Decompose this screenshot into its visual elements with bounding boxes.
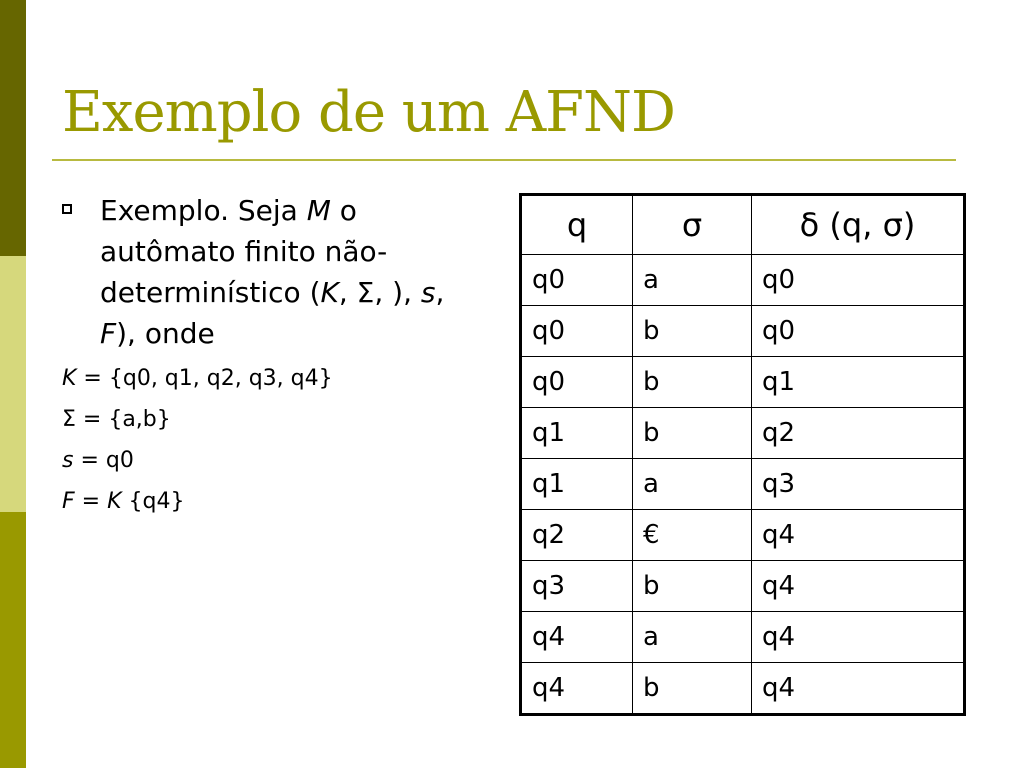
cell-symbol: b (633, 306, 752, 357)
table-row (521, 408, 965, 459)
bullet-item (62, 190, 462, 354)
header-transition: δ (q, σ) (752, 195, 965, 255)
var-s: s (420, 276, 436, 309)
cell-next-state: q3 (752, 459, 965, 510)
definition-F (62, 481, 333, 522)
var-F: F (100, 317, 117, 350)
cell-symbol: € (633, 510, 752, 561)
definition-s (62, 440, 333, 481)
cell-symbol: b (633, 561, 752, 612)
cell-next-state: q4 (752, 510, 965, 561)
header-symbol: σ (633, 195, 752, 255)
cell-state: q2 (521, 510, 633, 561)
var-M: M (306, 194, 331, 227)
cell-next-state: q2 (752, 408, 965, 459)
bullet-text (100, 190, 462, 354)
bullet-text-part: ), (392, 276, 421, 309)
table-header-row (521, 195, 965, 255)
def-var: K (107, 489, 122, 514)
bullet-text-part: Exemplo. Seja (100, 194, 307, 227)
var-K: K (320, 276, 339, 309)
cell-next-state: q0 (752, 255, 965, 306)
cell-state: q0 (521, 357, 633, 408)
title-underline (52, 159, 956, 161)
def-rest: = q0 (73, 448, 134, 473)
square-bullet-icon (62, 204, 72, 214)
def-var: K (62, 366, 77, 391)
cell-symbol: b (633, 357, 752, 408)
definition-sigma (62, 399, 333, 440)
table-row (521, 663, 965, 715)
def-var: F (62, 489, 75, 514)
bullet-text-part: , Σ, (338, 276, 393, 309)
def-rest: = (74, 489, 108, 514)
definitions-list (62, 358, 333, 522)
def-rest: Σ = {a,b} (62, 407, 171, 432)
cell-next-state: q4 (752, 561, 965, 612)
cell-next-state: q4 (752, 612, 965, 663)
cell-state: q4 (521, 663, 633, 715)
cell-state: q0 (521, 255, 633, 306)
accent-bar-bottom (0, 512, 26, 768)
bullet-text-part: , (435, 276, 445, 309)
def-rest: = {q0, q1, q2, q3, q4} (76, 366, 333, 391)
cell-next-state: q1 (752, 357, 965, 408)
accent-bar-top (0, 0, 26, 256)
table-row (521, 459, 965, 510)
table-row (521, 255, 965, 306)
slide-title: Exemplo de um AFND (62, 80, 675, 145)
bullet-text-part: o autômato finito não-determinístico ( (100, 194, 388, 309)
table-row (521, 357, 965, 408)
table-row (521, 612, 965, 663)
transition-table (519, 193, 966, 716)
def-var: s (62, 448, 74, 473)
accent-bar-middle (0, 256, 26, 512)
cell-state: q4 (521, 612, 633, 663)
def-rest: {q4} (121, 489, 185, 514)
cell-symbol: a (633, 255, 752, 306)
table-row (521, 561, 965, 612)
cell-symbol: b (633, 663, 752, 715)
cell-symbol: b (633, 408, 752, 459)
cell-next-state: q4 (752, 663, 965, 715)
cell-symbol: a (633, 612, 752, 663)
cell-state: q3 (521, 561, 633, 612)
header-state: q (521, 195, 633, 255)
cell-state: q1 (521, 408, 633, 459)
cell-state: q0 (521, 306, 633, 357)
table-row (521, 510, 965, 561)
bullet-text-part: ), onde (116, 317, 215, 350)
cell-next-state: q0 (752, 306, 965, 357)
table-row (521, 306, 965, 357)
cell-symbol: a (633, 459, 752, 510)
cell-state: q1 (521, 459, 633, 510)
definition-K (62, 358, 333, 399)
